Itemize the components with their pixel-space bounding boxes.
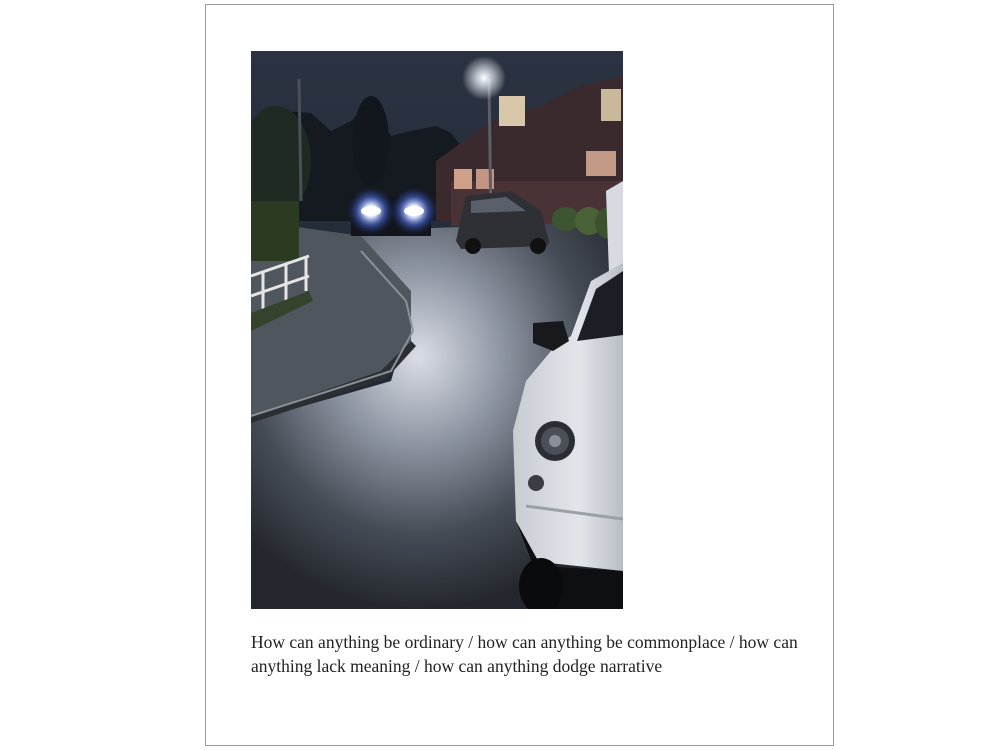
page-frame (205, 4, 834, 746)
caption-text: How can anything be ordinary / how can anything be commonplace / how can anything lack meaning / how can anything dodge narrative (251, 632, 798, 676)
night-street-photo (251, 51, 623, 609)
